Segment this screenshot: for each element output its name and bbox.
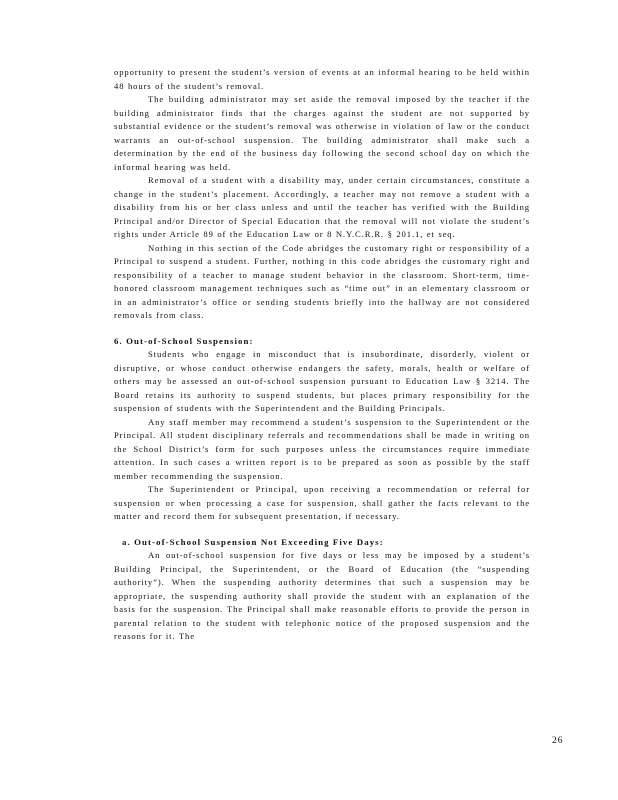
document-body [114,66,530,644]
page-number: 26 [552,736,564,746]
paragraph: The Superintendent or Principal, upon receiving a recommendation or referral for suspension or when processing a case for suspension, shall gather the facts relevant to the matter and record them for subsequent presentation, if necessary. [114,484,530,521]
paragraph: An out-of-school suspension for five days or less may be imposed by a student’s Building Principal, the Superintendent, or the Board of Education (the “suspending authority”). When the suspending authority determines that such a suspension may be appropriate, the suspending authority shall provide the student with an explanation of the basis for the suspension. The Principal shall make reasonable efforts to provide the person in parental relation to the student with telephonic notice of the proposed suspension and the reasons for it. The [114,550,530,641]
paragraph: Students who engage in misconduct that is insubordinate, disorderly, violent or disruptive, or whose conduct otherwise endangers the safety, morals, health or welfare of others may be assessed an out-of-school suspension pursuant to Education Law § 3214. The Board retains its authority to suspend students, but places primary responsibility for the suspension of students with the Superintendent and the Building Principals. [114,349,530,413]
paragraph: opportunity to present the student’s version of events at an informal hearing to be held within 48 hours of the student’s removal. [114,67,530,91]
section-heading-out-of-school-suspension: 6. Out-of-School Suspension: [114,335,254,346]
paragraph: Nothing in this section of the Code abridges the customary right or responsibility of a Principal to suspend a student. Further, nothing in this code abridges the customary right and responsibility of a teacher to manage student behavior in the classroom. Short-term, time-honored classroom management techniques such as “time out” in an elementary classroom or in an administrator’s office or sending students briefly into the hallway are not considered removals from class. [114,242,530,320]
paragraph: Removal of a student with a disability may, under certain circumstances, constitute a change in the student’s placement. Accordingly, a teacher may not remove a student with a disability from his or her class unless and until the teacher has verified with the Building Principal and/or Director of Special Education that the removal will not violate the student’s rights under Article 89 of the Education Law or 8 N.Y.C.R.R. § 201.1, et seq. [114,175,530,239]
subsection-heading-suspension-five-days: a. Out-of-School Suspension Not Exceeding Five Days: [122,536,384,547]
paragraph: Any staff member may recommend a student’s suspension to the Superintendent or the Principal. All student disciplinary referrals and recommendations shall be made in writing on the School District’s form for such purposes unless the circumstances require immediate attention. In such cases a written report is to be prepared as soon as possible by the staff member recommending the suspension. [114,416,530,481]
paragraph: The building administrator may set aside the removal imposed by the teacher if the building administrator finds that the charges against the student are not supported by substantial evidence or the student’s removal was otherwise in violation of law or the conduct warrants an out-of-school suspension. The building administrator shall make such a determination by the end of the business day following the second school day on which the informal hearing was held. [114,94,530,172]
